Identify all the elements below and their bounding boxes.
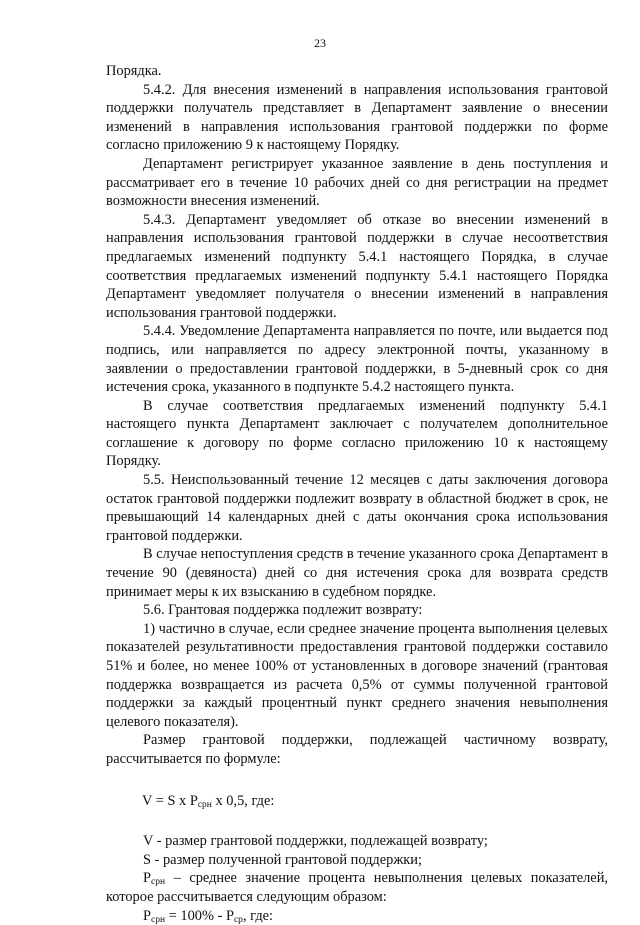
paragraph-registration: Департамент регистрирует указанное заявление в день поступления и рассматривает его в течение 10 рабочих дней со дня регистрации на предмет возможности внесения изменений. (106, 155, 608, 210)
document-body (106, 62, 608, 925)
formula-subscript: срн (197, 799, 212, 810)
page-number: 23 (314, 36, 326, 50)
formula-return-amount (142, 792, 608, 811)
formula2-end: , где: (242, 907, 274, 924)
formula2-subscript-1: срн (151, 914, 166, 925)
definition-v: V - размер грантовой поддержки, подлежащей возврату; (143, 833, 488, 850)
formula-rhs: x 0,5, где: (211, 792, 275, 809)
formula2-symbol: P (143, 907, 152, 924)
paragraph-additional-agreement: В случае соответствия предлагаемых изменений подпункту 5.4.1 настоящего пункта Департамент заключает с получателем дополнительное соглашение к договору по форме согласно приложению 10 к настоящему Порядку. (106, 397, 608, 470)
formula2-subscript-2: ср (233, 914, 243, 925)
paragraph-partial-return: 1) частично в случае, если среднее значение процента выполнения целевых показателей результативности предоставления грантовой поддержки составило 51% и более, но менее 100% от установленных в договоре значений (грантовая поддержка возвращается из расчета 0,5% от суммы полученной грантовой поддержки за каждый процентный пункт среднего значения невыполнения целевого показателя). (106, 620, 608, 730)
definition-p-text: – среднее значение процента невыполнения целевых показателей, которое рассчитывается следующим образом: (106, 870, 608, 905)
paragraph-formula-intro: Размер грантовой поддержки, подлежащей частичному возврату, рассчитывается по формуле: (106, 732, 608, 767)
formula2-middle: = 100% - P (165, 907, 234, 924)
definition-p-symbol: P (143, 870, 152, 887)
formula-average (106, 907, 608, 925)
paragraph-5-4-2: 5.4.2. Для внесения изменений в направления использования грантовой поддержки получатель представляет в Департамент заявление о внесении изменений в направления использования грантовой поддержки по форме согласно приложению 9 к настоящему Порядку. (106, 81, 608, 154)
paragraph-5-6: 5.6. Грантовая поддержка подлежит возврату: (143, 602, 423, 619)
formula-lhs: V = S x P (142, 792, 198, 809)
paragraph-5-4-3: 5.4.3. Департамент уведомляет об отказе во внесении изменений в направления использования грантовой поддержки в случае несоответствия предлагаемых изменений подпункту 5.4.1 настоящего Порядка, в случае соответствия предлагаемых изменений подпункту 5.4.1 настоящего Порядка Департамент уведомляет получателя о внесении изменений в направления использования грантовой поддержки. (106, 211, 608, 321)
paragraph-5-5: 5.5. Неиспользованный течение 12 месяцев с даты заключения договора остаток грантовой поддержки подлежит возврату в областной бюджет в срок, не превышающий 14 календарных дней с даты окончания срока использования грантовой поддержки. (106, 472, 608, 544)
paragraph-order-end: Порядка. (106, 63, 162, 79)
definition-p (106, 869, 608, 906)
paragraph-5-4-4: 5.4.4. Уведомление Департамента направляется по почте, или выдается под подпись, или направляется по адресу электронной почты, указанному в заявлении о предоставлении грантовой поддержки, в 5-дневный срок со дня истечения срока, указанного в подпункте 5.4.2 настоящего пункта. (106, 323, 608, 396)
paragraph-recovery: В случае непоступления средств в течение указанного срока Департамент в течение 90 (девяноста) дней со дня истечения срока для возврата средств принимает меры к их взысканию в судебном порядке. (106, 546, 608, 600)
definition-s: S - размер полученной грантовой поддержки; (143, 851, 422, 868)
definition-p-subscript: срн (151, 877, 166, 888)
